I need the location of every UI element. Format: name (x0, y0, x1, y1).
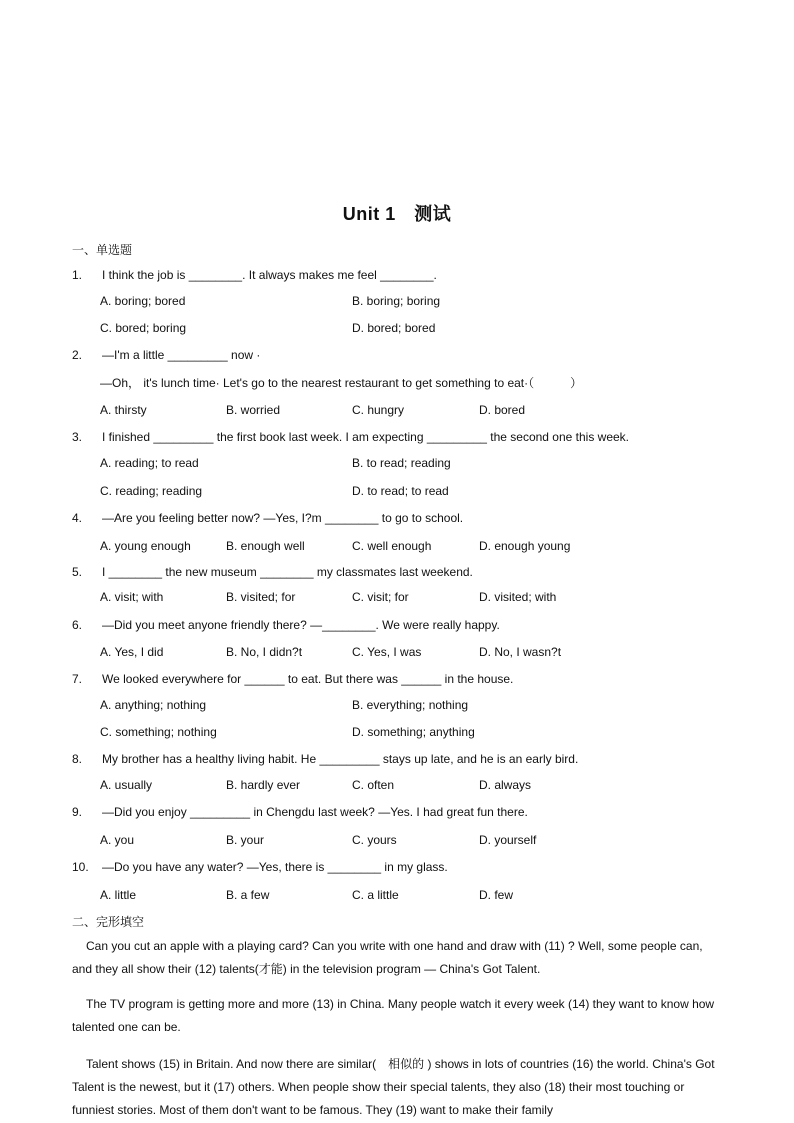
option-8c[interactable]: C. often (352, 778, 395, 792)
option-8d[interactable]: D. always (479, 778, 532, 792)
option-2c[interactable]: C. hungry (352, 403, 405, 417)
option-10d[interactable]: D. few (479, 888, 514, 902)
question-5 (72, 565, 473, 579)
question-text: —Are you feeling better now? —Yes, I?m ________ to go to school. (102, 511, 464, 525)
question-text: —Did you meet anyone friendly there? —________. We were really happy. (102, 618, 500, 632)
option-6a[interactable]: A. Yes, I did (100, 645, 164, 659)
question-2 (72, 348, 260, 362)
option-5c[interactable]: C. visit; for (352, 590, 409, 604)
option-9d[interactable]: D. yourself (479, 833, 537, 847)
option-7b[interactable]: B. everything; nothing (352, 698, 469, 712)
option-3c[interactable]: C. reading; reading (100, 484, 203, 498)
question-2-reply: —Oh， it's lunch time· Let's go to the nearest restaurant to get something to eat·（ ） (100, 376, 583, 390)
option-5a[interactable]: A. visit; with (100, 590, 164, 604)
question-text: I ________ the new museum ________ my classmates last weekend. (102, 565, 473, 579)
question-number: 3. (72, 430, 83, 444)
question-text: —Did you enjoy _________ in Chengdu last week? —Yes. I had great fun there. (102, 805, 528, 819)
section-heading-cloze: 二、完形填空 (72, 915, 145, 929)
question-9 (72, 805, 528, 819)
page-title: Unit 1 测试 (342, 204, 452, 224)
option-4b[interactable]: B. enough well (226, 539, 305, 553)
question-number: 7. (72, 672, 83, 686)
question-text: I think the job is ________. It always makes me feel ________. (102, 268, 437, 282)
option-6b[interactable]: B. No, I didn?t (226, 645, 303, 659)
question-1 (72, 268, 437, 282)
option-9b[interactable]: B. your (226, 833, 265, 847)
question-8 (72, 752, 578, 766)
option-10b[interactable]: B. a few (226, 888, 270, 902)
question-number: 6. (72, 618, 83, 632)
option-7d[interactable]: D. something; anything (352, 725, 475, 739)
question-4 (72, 511, 463, 525)
option-8b[interactable]: B. hardly ever (226, 778, 301, 792)
question-number: 2. (72, 348, 83, 362)
option-1d[interactable]: D. bored; bored (352, 321, 436, 335)
option-2b[interactable]: B. worried (226, 403, 281, 417)
question-number: 4. (72, 511, 83, 525)
question-text: We looked everywhere for ______ to eat. But there was ______ in the house. (102, 672, 514, 686)
section-heading-single-choice: 一、单选题 (72, 243, 133, 257)
question-3 (72, 430, 629, 444)
option-7a[interactable]: A. anything; nothing (100, 698, 207, 712)
question-number: 9. (72, 805, 83, 819)
option-4c[interactable]: C. well enough (352, 539, 432, 553)
option-3a[interactable]: A. reading; to read (100, 456, 199, 470)
question-text: —Do you have any water? —Yes, there is ________ in my glass. (102, 860, 448, 874)
passage-paragraph-1: Can you cut an apple with a playing card? Can you write with one hand and draw with (11) ? Well, some people can, and they all show their (12) talents(才能) in the television program — China's Got Talent. (72, 939, 703, 976)
option-1c[interactable]: C. bored; boring (100, 321, 187, 335)
passage-paragraph-3: Talent shows (15) in Britain. And now there are similar( 相似的 ) shows in lots of countries (16) the world. China's Got Talent is the newest, but it (17) others. When people show their special talents, they also (18) their most touching or funniest stories. Most of them don't want to be famous. They (19) want to make their family (72, 1057, 715, 1117)
question-text: I finished _________ the first book last week. I am expecting _________ the second one this week. (102, 430, 630, 444)
question-7 (72, 672, 513, 686)
option-4a[interactable]: A. young enough (100, 539, 191, 553)
question-number: 10. (72, 860, 89, 874)
option-6d[interactable]: D. No, I wasn?t (479, 645, 562, 659)
question-number: 5. (72, 565, 83, 579)
question-6 (72, 618, 500, 632)
question-10 (72, 860, 448, 874)
option-5b[interactable]: B. visited; for (226, 590, 296, 604)
question-text: My brother has a healthy living habit. He _________ stays up late, and he is an early bird. (102, 752, 579, 766)
option-2d[interactable]: D. bored (479, 403, 526, 417)
option-3b[interactable]: B. to read; reading (352, 456, 451, 470)
option-1a[interactable]: A. boring; bored (100, 294, 186, 308)
option-4d[interactable]: D. enough young (479, 539, 571, 553)
question-text: —I'm a little _________ now · (102, 348, 261, 362)
option-6c[interactable]: C. Yes, I was (352, 645, 422, 659)
option-5d[interactable]: D. visited; with (479, 590, 557, 604)
option-2a[interactable]: A. thirsty (100, 403, 147, 417)
option-9a[interactable]: A. you (100, 833, 135, 847)
passage-paragraph-2: The TV program is getting more and more (13) in China. Many people watch it every week (14) they want to know how talented one can be. (72, 997, 715, 1034)
option-9c[interactable]: C. yours (352, 833, 397, 847)
option-10a[interactable]: A. little (100, 888, 137, 902)
question-number: 8. (72, 752, 83, 766)
option-1b[interactable]: B. boring; boring (352, 294, 441, 308)
option-8a[interactable]: A. usually (100, 778, 153, 792)
question-number: 1. (72, 268, 83, 282)
option-10c[interactable]: C. a little (352, 888, 399, 902)
option-3d[interactable]: D. to read; to read (352, 484, 449, 498)
option-7c[interactable]: C. something; nothing (100, 725, 217, 739)
